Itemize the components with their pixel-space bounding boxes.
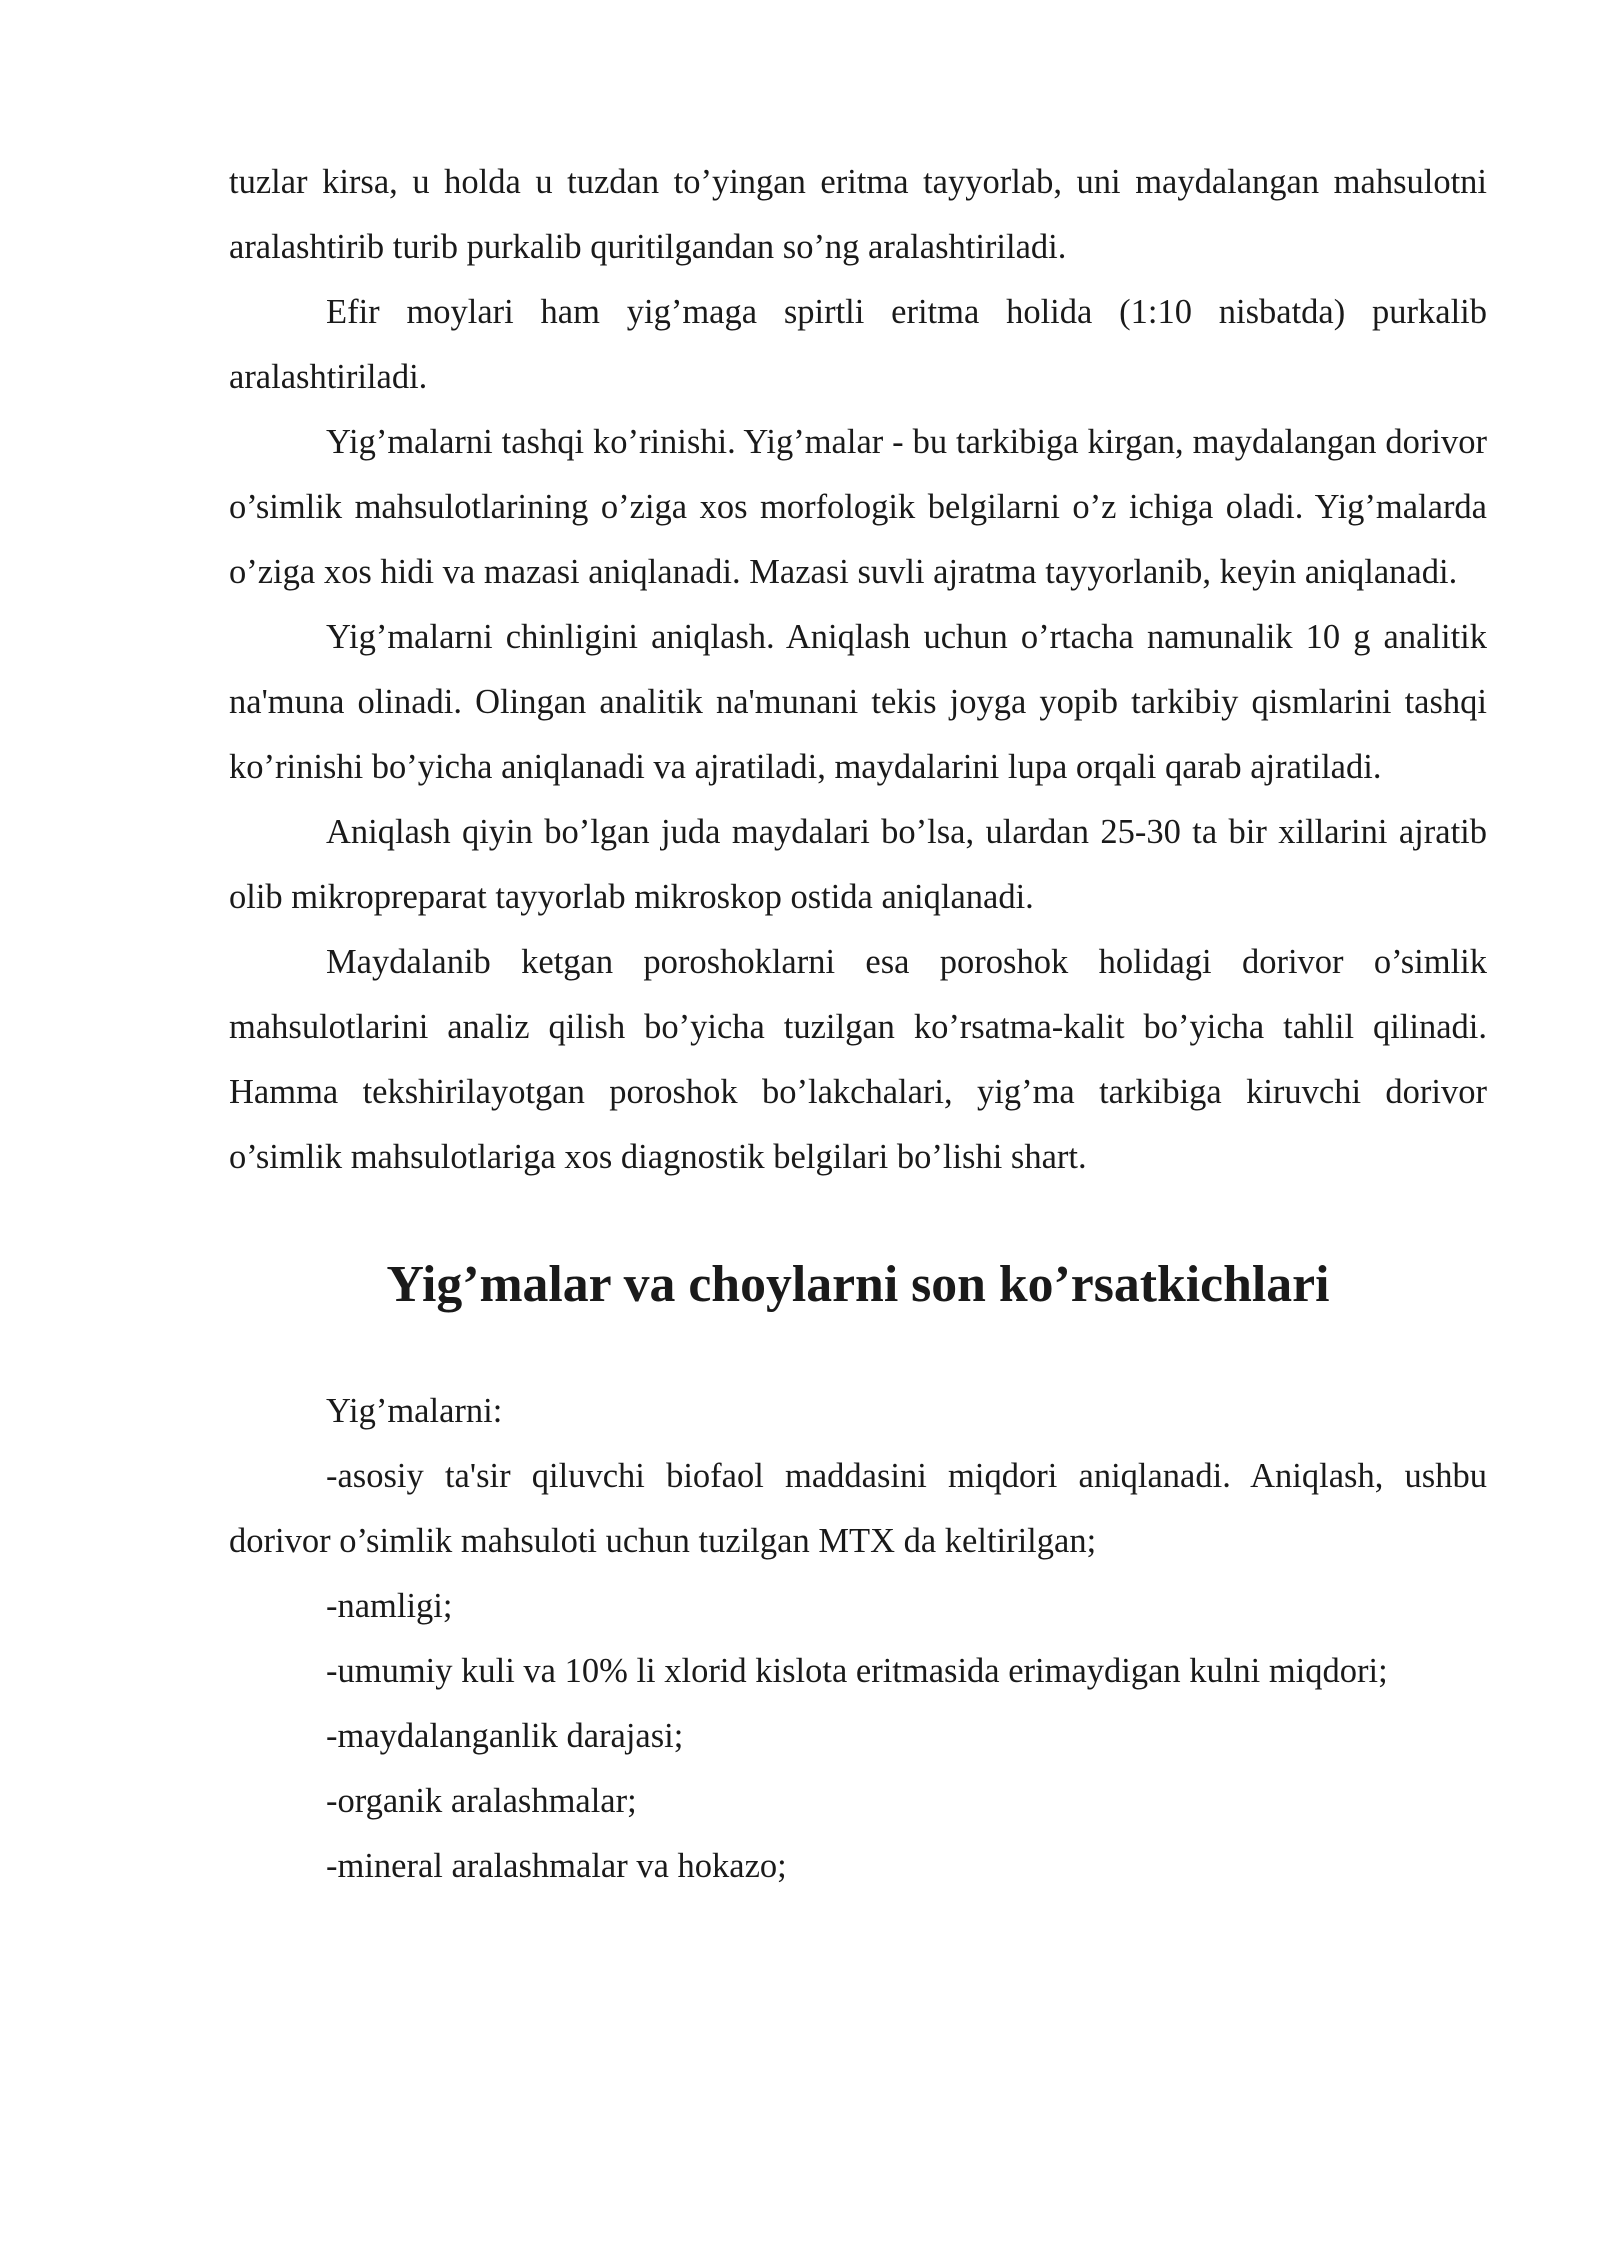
- section-heading: Yig’malar va choylarni son ko’rsatkichlari: [386, 1256, 1330, 1313]
- document-body: [229, 150, 1487, 1899]
- paragraph-4: Yig’malarni chinligini aniqlash. Aniqlash uchun o’rtacha namunalik 10 g analitik na'muna olinadi. Olingan analitik na'munani tekis joyga yopib tarkibiy qismlarini tashqi ko’rinishi bo’yicha aniqlanadi va ajratiladi, maydalarini lupa orqali qarab ajratiladi.: [229, 618, 1487, 786]
- list-item: -namligi;: [326, 1587, 453, 1625]
- list-item: -maydalanganlik darajasi;: [326, 1717, 684, 1755]
- paragraph-3: Yig’malarni tashqi ko’rinishi. Yig’malar - bu tarkibiga kirgan, maydalangan dorivor o’simlik mahsulotlarining o’ziga xos morfologik belgilarni o’z ichiga oladi. Yig’malarda o’ziga xos hidi va mazasi aniqlanadi. Mazasi suvli ajratma tayyorlanib, keyin aniqlanadi.: [229, 423, 1487, 591]
- paragraph-5: Aniqlash qiyin bo’lgan juda maydalari bo’lsa, ulardan 25-30 ta bir xillarini ajratib olib mikropreparat tayyorlab mikroskop ostida aniqlanadi.: [229, 813, 1487, 916]
- paragraph-2: Efir moylari ham yig’maga spirtli eritma holida (1:10 nisbatda) purkalib aralashtiriladi.: [229, 293, 1487, 396]
- list-item: -umumiy kuli va 10% li xlorid kislota eritmasida erimaydigan kulni miqdori;: [326, 1652, 1388, 1690]
- list-item: -organik aralashmalar;: [326, 1782, 637, 1820]
- paragraph-6: Maydalanib ketgan poroshoklarni esa poroshok holidagi dorivor o’simlik mahsulotlarini analiz qilish bo’yicha tuzilgan ko’rsatma-kalit bo’yicha tahlil qilinadi. Hamma tekshirilayotgan poroshok bo’lakchalari, yig’ma tarkibiga kiruvchi dorivor o’simlik mahsulotlariga xos diagnostik belgilari bo’lishi shart.: [229, 943, 1487, 1176]
- list-item: -asosiy ta'sir qiluvchi biofaol maddasini miqdori aniqlanadi. Aniqlash, ushbu dorivor o’simlik mahsuloti uchun tuzilgan MTX da keltirilgan;: [229, 1457, 1487, 1560]
- list-intro: Yig’malarni:: [326, 1392, 503, 1430]
- list-item: -mineral aralashmalar va hokazo;: [326, 1847, 787, 1885]
- paragraph-1: tuzlar kirsa, u holda u tuzdan to’yingan eritma tayyorlab, uni maydalangan mahsulotni aralashtirib turib purkalib quritilgandan so’ng aralashtiriladi.: [229, 163, 1487, 266]
